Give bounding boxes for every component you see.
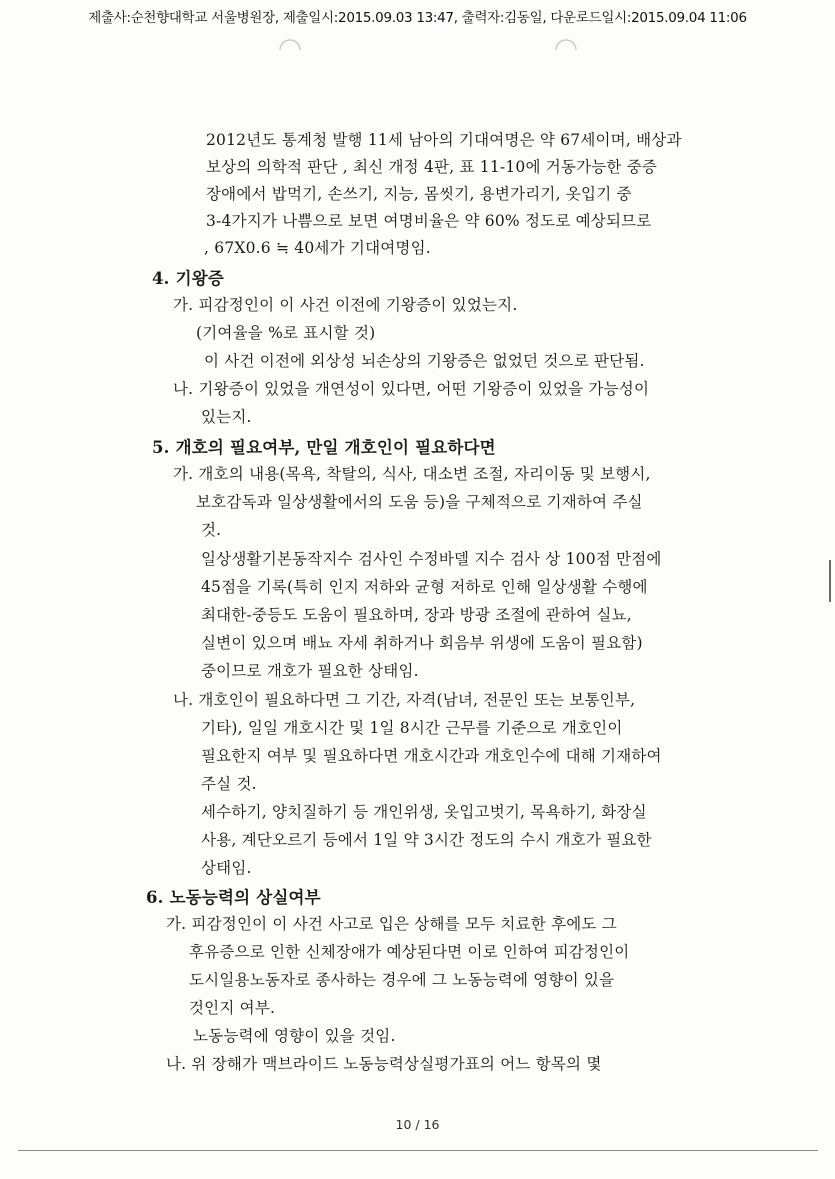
section-heading-6: 6. 노동능력의 상실여부 bbox=[146, 888, 321, 907]
body-line: 기타), 일일 개호시간 및 1일 8시간 근무를 기준으로 개호인이 bbox=[201, 719, 623, 737]
body-line: 노동능력에 영향이 있을 것임. bbox=[193, 1027, 396, 1045]
section-heading-4: 4. 기왕증 bbox=[152, 269, 224, 288]
body-line: 것인지 여부. bbox=[189, 999, 276, 1017]
body-line: 가. 개호의 내용(목욕, 착탈의, 식사, 대소변 조절, 자리이동 및 보행시, bbox=[173, 465, 651, 483]
body-line: 도시일용노동자로 종사하는 경우에 그 노동능력에 영향이 있을 bbox=[189, 971, 615, 989]
body-line: 것. bbox=[201, 521, 222, 539]
body-line: 최대한-중등도 도움이 필요하며, 장과 방광 조절에 관하여 실뇨, bbox=[201, 606, 632, 624]
body-line: 나. 기왕증이 있었을 개연성이 있다면, 어떤 기왕증이 있었을 가능성이 bbox=[173, 380, 650, 398]
body-line: 상태임. bbox=[201, 859, 252, 877]
body-line: 필요한지 여부 및 필요하다면 개호시간과 개호인수에 대해 기재하여 bbox=[201, 747, 662, 765]
body-line: 일상생활기본동작지수 검사인 수정바델 지수 검사 상 100점 만점에 bbox=[201, 550, 662, 568]
body-line: 보호감독과 일상생활에서의 도움 등)을 구체적으로 기재하여 주실 bbox=[196, 493, 643, 511]
body-line: 보상의 의학적 판단 , 최신 개정 4판, 표 11-10에 거동가능한 중증 bbox=[206, 158, 658, 176]
body-line: , 67X0.6 ≒ 40세가 기대여명임. bbox=[204, 239, 431, 257]
body-line: 이 사건 이전에 외상성 뇌손상의 기왕증은 없었던 것으로 판단됨. bbox=[204, 352, 645, 370]
footer-divider bbox=[18, 1150, 818, 1151]
submission-stamp: 제출사:순천향대학교 서울병원장, 제출일시:2015.09.03 13:47, 출력자:김동일, 다운로드일시:2015.09.04 11:06 bbox=[88, 10, 747, 26]
body-line: 2012년도 통계청 발행 11세 남아의 기대여명은 약 67세이며, 배상과 bbox=[206, 131, 682, 149]
body-line: 주실 것. bbox=[201, 775, 257, 793]
section-heading-5: 5. 개호의 필요여부, 만일 개호인이 필요하다면 bbox=[152, 438, 496, 457]
body-line: (기여율을 %로 표시할 것) bbox=[196, 324, 376, 342]
body-line: 장애에서 밥먹기, 손쓰기, 지능, 몸씻기, 용변가리기, 옷입기 중 bbox=[206, 185, 632, 203]
body-line: 실변이 있으며 배뇨 자세 취하거나 회음부 위생에 도움이 필요함) bbox=[201, 634, 643, 652]
body-line: 중이므로 개호가 필요한 상태임. bbox=[201, 662, 419, 680]
scan-edge-mark bbox=[829, 560, 831, 602]
body-line: 가. 피감정인이 이 사건 이전에 기왕증이 있었는지. bbox=[173, 296, 518, 314]
page-number: 10 / 16 bbox=[395, 1117, 440, 1132]
body-line: 사용, 계단오르기 등에서 1일 약 3시간 정도의 수시 개호가 필요한 bbox=[201, 831, 652, 849]
body-line: 3-4가지가 나쁨으로 보면 여명비율은 약 60% 정도로 예상되므로 bbox=[206, 212, 652, 230]
body-line: 나. 위 장해가 맥브라이드 노동능력상실평가표의 어느 항목의 몇 bbox=[166, 1055, 602, 1073]
body-line: 있는지. bbox=[201, 408, 252, 426]
body-line: 후유증으로 인한 신체장애가 예상된다면 이로 인하여 피감정인이 bbox=[189, 943, 630, 961]
body-line: 나. 개호인이 필요하다면 그 기간, 자격(남녀, 전문인 또는 보통인부, bbox=[173, 691, 636, 709]
body-line: 세수하기, 양치질하기 등 개인위생, 옷입고벗기, 목욕하기, 화장실 bbox=[201, 803, 647, 821]
body-line: 가. 피감정인이 이 사건 사고로 입은 상해를 모두 치료한 후에도 그 bbox=[166, 915, 617, 933]
body-line: 45점을 기록(특히 인지 저하와 균형 저하로 인해 일상생활 수행에 bbox=[201, 578, 648, 596]
